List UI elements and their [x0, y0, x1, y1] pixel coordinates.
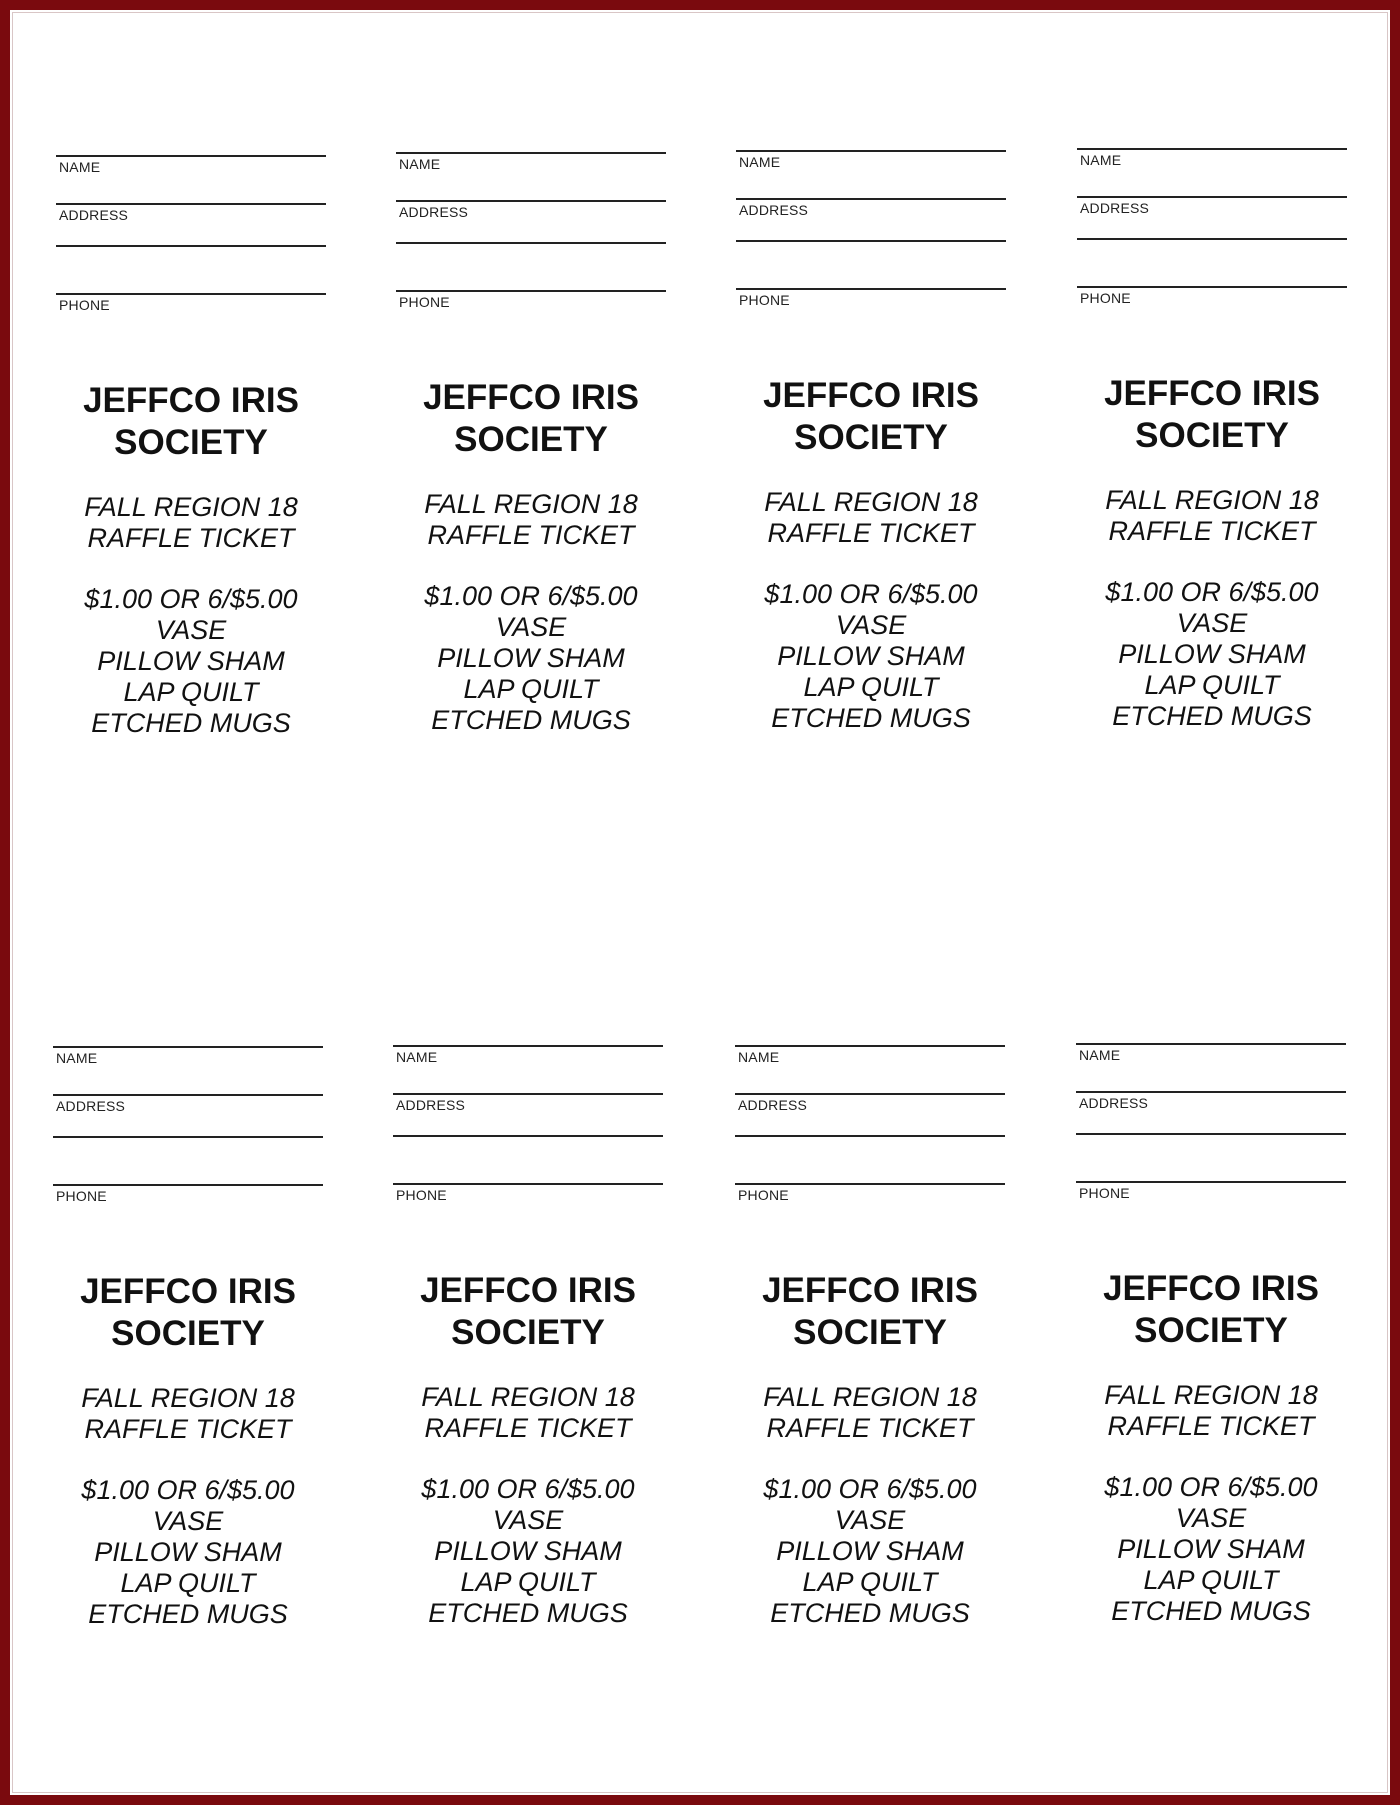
name-line[interactable]: [1077, 148, 1347, 150]
org-line-1: JEFFCO IRIS: [762, 1271, 978, 1310]
prize-item: VASE: [495, 612, 567, 642]
name-line[interactable]: [735, 1045, 1005, 1047]
name-line[interactable]: [396, 152, 666, 154]
phone-label: PHONE: [396, 1187, 447, 1203]
event-line-2: RAFFLE TICKET: [87, 523, 295, 553]
phone-line[interactable]: [393, 1183, 663, 1185]
org-line-1: JEFFCO IRIS: [80, 1272, 296, 1311]
name-line[interactable]: [56, 155, 326, 157]
organization-title: [1076, 1268, 1346, 1352]
prize-item: ETCHED MUGS: [428, 1598, 628, 1628]
prize-item: PILLOW SHAM: [94, 1537, 282, 1567]
prize-item: LAP QUILT: [803, 672, 939, 702]
phone-label: PHONE: [1079, 1185, 1130, 1201]
phone-line[interactable]: [736, 288, 1006, 290]
name-label: NAME: [396, 1049, 438, 1065]
prize-item: ETCHED MUGS: [1111, 1596, 1311, 1626]
entry-form: [1076, 1033, 1346, 1213]
entry-form: [56, 145, 326, 325]
prize-item: ETCHED MUGS: [88, 1599, 288, 1629]
event-line-2: RAFFLE TICKET: [1107, 1411, 1315, 1441]
event-line-1: FALL REGION 18: [81, 1383, 295, 1413]
prize-item: VASE: [492, 1505, 564, 1535]
address-line-2[interactable]: [735, 1135, 1005, 1137]
address-line-2[interactable]: [53, 1136, 323, 1138]
address-label: ADDRESS: [1079, 1095, 1149, 1111]
prize-item: VASE: [834, 1505, 906, 1535]
organization-title: [1077, 373, 1347, 457]
event-line-1: FALL REGION 18: [424, 489, 638, 519]
address-line[interactable]: [1077, 196, 1347, 198]
phone-label: PHONE: [399, 294, 450, 310]
name-label: NAME: [399, 156, 441, 172]
price: $1.00 OR 6/$5.00: [1104, 1472, 1318, 1502]
ticket-details: [396, 489, 666, 736]
org-line-2: SOCIETY: [111, 1314, 265, 1353]
phone-line[interactable]: [735, 1183, 1005, 1185]
prize-item: VASE: [152, 1506, 224, 1536]
ticket-details: [1077, 485, 1347, 732]
org-line-1: JEFFCO IRIS: [83, 381, 299, 420]
prize-item: VASE: [1176, 608, 1248, 638]
prize-item: PILLOW SHAM: [434, 1536, 622, 1566]
name-line[interactable]: [393, 1045, 663, 1047]
event-line-2: RAFFLE TICKET: [1108, 516, 1316, 546]
ticket-details: [56, 492, 326, 739]
organization-title: [736, 375, 1006, 459]
address-line[interactable]: [396, 200, 666, 202]
raffle-ticket: [735, 1035, 1005, 1629]
name-label: NAME: [738, 1049, 780, 1065]
prize-item: LAP QUILT: [460, 1567, 596, 1597]
prize-item: LAP QUILT: [120, 1568, 256, 1598]
ticket-details: [393, 1382, 663, 1629]
org-line-2: SOCIETY: [794, 418, 948, 457]
name-label: NAME: [56, 1050, 98, 1066]
address-line-2[interactable]: [56, 245, 326, 247]
name-line[interactable]: [53, 1046, 323, 1048]
ticket-details: [735, 1382, 1005, 1629]
entry-form: [736, 140, 1006, 320]
address-line-2[interactable]: [1076, 1133, 1346, 1135]
entry-form: [396, 142, 666, 322]
ticket-details: [53, 1383, 323, 1630]
raffle-ticket: [393, 1035, 663, 1629]
address-line[interactable]: [735, 1093, 1005, 1095]
org-line-1: JEFFCO IRIS: [1104, 374, 1320, 413]
price: $1.00 OR 6/$5.00: [84, 584, 298, 614]
raffle-ticket: [56, 145, 326, 739]
phone-label: PHONE: [1080, 290, 1131, 306]
prize-item: ETCHED MUGS: [771, 703, 971, 733]
phone-line[interactable]: [1076, 1181, 1346, 1183]
price: $1.00 OR 6/$5.00: [1105, 577, 1319, 607]
address-line-2[interactable]: [396, 242, 666, 244]
prize-item: VASE: [1175, 1503, 1247, 1533]
org-line-2: SOCIETY: [793, 1313, 947, 1352]
org-line-1: JEFFCO IRIS: [420, 1271, 636, 1310]
org-line-2: SOCIETY: [451, 1313, 605, 1352]
prize-item: LAP QUILT: [1143, 1565, 1279, 1595]
org-line-2: SOCIETY: [1134, 1311, 1288, 1350]
prize-item: ETCHED MUGS: [1112, 701, 1312, 731]
prize-item: PILLOW SHAM: [777, 641, 965, 671]
prize-item: ETCHED MUGS: [431, 705, 631, 735]
address-line[interactable]: [736, 198, 1006, 200]
address-label: ADDRESS: [396, 1097, 466, 1113]
raffle-ticket: [736, 140, 1006, 734]
address-line-2[interactable]: [736, 240, 1006, 242]
name-label: NAME: [739, 154, 781, 170]
address-label: ADDRESS: [399, 204, 469, 220]
name-line[interactable]: [1076, 1043, 1346, 1045]
address-line[interactable]: [1076, 1091, 1346, 1093]
prize-item: LAP QUILT: [463, 674, 599, 704]
address-label: ADDRESS: [59, 207, 129, 223]
prize-item: LAP QUILT: [1144, 670, 1280, 700]
org-line-1: JEFFCO IRIS: [423, 378, 639, 417]
event-line-2: RAFFLE TICKET: [767, 518, 975, 548]
prize-item: PILLOW SHAM: [437, 643, 625, 673]
entry-form: [1077, 138, 1347, 318]
phone-line[interactable]: [56, 293, 326, 295]
address-label: ADDRESS: [56, 1098, 126, 1114]
organization-title: [735, 1270, 1005, 1354]
name-label: NAME: [1079, 1047, 1121, 1063]
event-line-2: RAFFLE TICKET: [427, 520, 635, 550]
raffle-ticket: [1077, 138, 1347, 732]
entry-form: [53, 1036, 323, 1216]
address-line-2[interactable]: [1077, 238, 1347, 240]
event-line-2: RAFFLE TICKET: [424, 1413, 632, 1443]
phone-label: PHONE: [738, 1187, 789, 1203]
prize-item: ETCHED MUGS: [91, 708, 291, 738]
raffle-ticket: [53, 1036, 323, 1630]
event-line-1: FALL REGION 18: [1105, 485, 1319, 515]
event-line-2: RAFFLE TICKET: [84, 1414, 292, 1444]
address-label: ADDRESS: [1080, 200, 1150, 216]
name-line[interactable]: [736, 150, 1006, 152]
organization-title: [53, 1271, 323, 1355]
prize-item: LAP QUILT: [123, 677, 259, 707]
prize-item: PILLOW SHAM: [1117, 1534, 1305, 1564]
event-line-1: FALL REGION 18: [763, 1382, 977, 1412]
event-line-2: RAFFLE TICKET: [766, 1413, 974, 1443]
org-line-2: SOCIETY: [114, 423, 268, 462]
organization-title: [56, 380, 326, 464]
organization-title: [396, 377, 666, 461]
phone-line[interactable]: [1077, 286, 1347, 288]
address-line[interactable]: [53, 1094, 323, 1096]
raffle-ticket: [396, 142, 666, 736]
prize-item: VASE: [835, 610, 907, 640]
phone-label: PHONE: [56, 1188, 107, 1204]
prize-item: LAP QUILT: [802, 1567, 938, 1597]
entry-form: [393, 1035, 663, 1215]
prize-item: PILLOW SHAM: [1118, 639, 1306, 669]
phone-label: PHONE: [59, 297, 110, 313]
org-line-2: SOCIETY: [454, 420, 608, 459]
ticket-details: [736, 487, 1006, 734]
phone-line[interactable]: [396, 290, 666, 292]
event-line-1: FALL REGION 18: [1104, 1380, 1318, 1410]
organization-title: [393, 1270, 663, 1354]
price: $1.00 OR 6/$5.00: [763, 1474, 977, 1504]
org-line-1: JEFFCO IRIS: [1103, 1269, 1319, 1308]
event-line-1: FALL REGION 18: [421, 1382, 635, 1412]
prize-item: ETCHED MUGS: [770, 1598, 970, 1628]
address-line-2[interactable]: [393, 1135, 663, 1137]
entry-form: [735, 1035, 1005, 1215]
org-line-1: JEFFCO IRIS: [763, 376, 979, 415]
address-label: ADDRESS: [739, 202, 809, 218]
prize-item: PILLOW SHAM: [776, 1536, 964, 1566]
price: $1.00 OR 6/$5.00: [421, 1474, 635, 1504]
price: $1.00 OR 6/$5.00: [764, 579, 978, 609]
address-line[interactable]: [393, 1093, 663, 1095]
raffle-ticket: [1076, 1033, 1346, 1627]
event-line-1: FALL REGION 18: [764, 487, 978, 517]
ticket-details: [1076, 1380, 1346, 1627]
phone-label: PHONE: [739, 292, 790, 308]
address-label: ADDRESS: [738, 1097, 808, 1113]
price: $1.00 OR 6/$5.00: [81, 1475, 295, 1505]
name-label: NAME: [1080, 152, 1122, 168]
prize-item: VASE: [155, 615, 227, 645]
phone-line[interactable]: [53, 1184, 323, 1186]
prize-item: PILLOW SHAM: [97, 646, 285, 676]
name-label: NAME: [59, 159, 101, 175]
event-line-1: FALL REGION 18: [84, 492, 298, 522]
address-line[interactable]: [56, 203, 326, 205]
price: $1.00 OR 6/$5.00: [424, 581, 638, 611]
org-line-2: SOCIETY: [1135, 416, 1289, 455]
